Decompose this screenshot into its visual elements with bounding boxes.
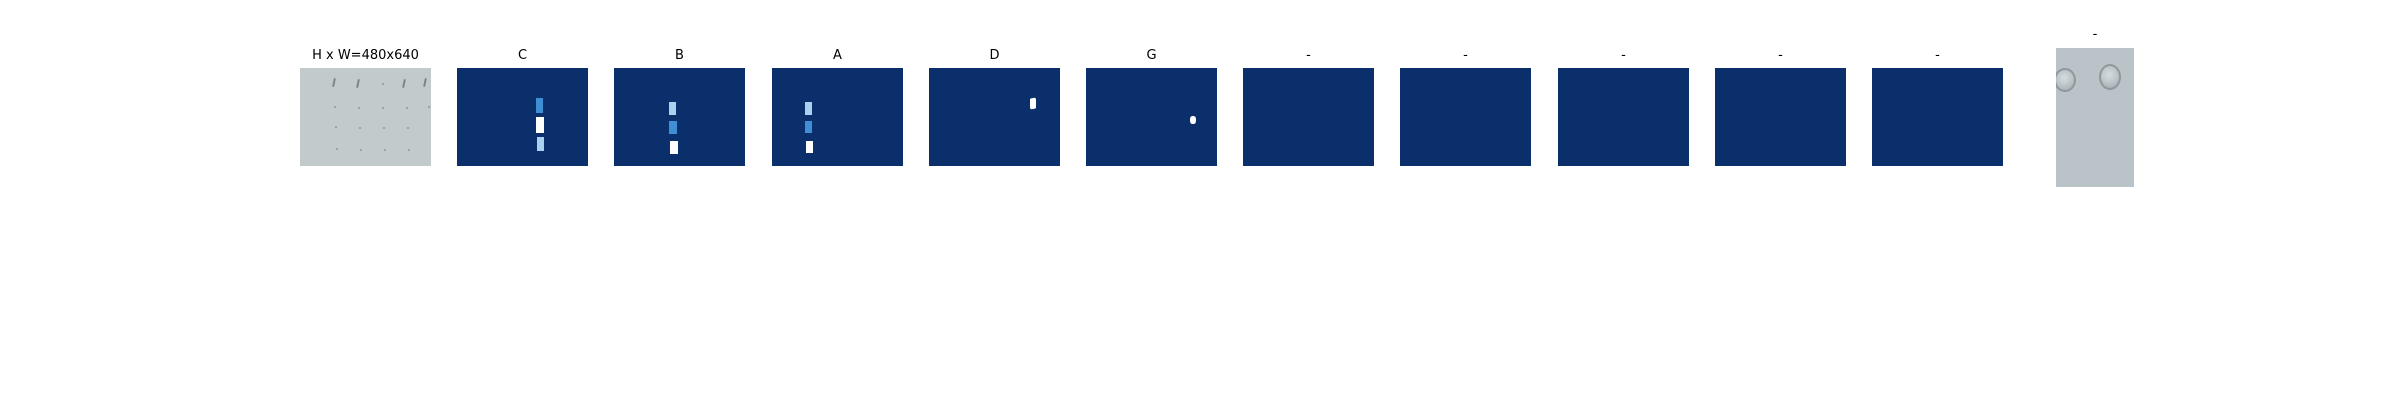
panel-title-g: G (1146, 48, 1157, 63)
crop-image (2056, 48, 2134, 187)
segment-top (805, 102, 812, 115)
panel-title-empty-5: - (1935, 48, 1940, 63)
segment-top (669, 102, 676, 115)
mask-empty-5 (1872, 68, 2003, 166)
mask-b (614, 68, 745, 166)
mask-a (772, 68, 903, 166)
mask-d (929, 68, 1060, 166)
segment-top (536, 98, 543, 113)
panel-title-b: B (675, 48, 684, 63)
segment-bottom (806, 141, 813, 153)
mask-g (1086, 68, 1217, 166)
panel-title-d: D (989, 48, 1000, 63)
mask-empty-2 (1400, 68, 1531, 166)
segment-middle (536, 117, 544, 133)
mask-c (457, 68, 588, 166)
input-image (300, 68, 431, 166)
segment-bottom (537, 137, 544, 151)
cell-left (2056, 68, 2076, 92)
panel-title-crop: - (2092, 27, 2098, 42)
panel-title-empty-4: - (1778, 48, 1783, 63)
mask-empty-3 (1558, 68, 1689, 166)
segment-middle (669, 121, 677, 134)
segment-blob (1030, 97, 1036, 109)
panel-title-empty-3: - (1621, 48, 1626, 63)
panel-title-empty-2: - (1463, 48, 1468, 63)
mask-empty-1 (1243, 68, 1374, 166)
segment-blob (1190, 116, 1196, 124)
panel-title-input: H x W=480x640 (312, 48, 419, 63)
panel-title-a: A (833, 48, 842, 63)
panel-title-c: C (517, 48, 528, 63)
segment-middle (805, 121, 812, 133)
cell-right (2099, 64, 2121, 90)
segment-bottom (670, 141, 678, 154)
mask-empty-4 (1715, 68, 1846, 166)
panel-title-empty-1: - (1306, 48, 1311, 63)
